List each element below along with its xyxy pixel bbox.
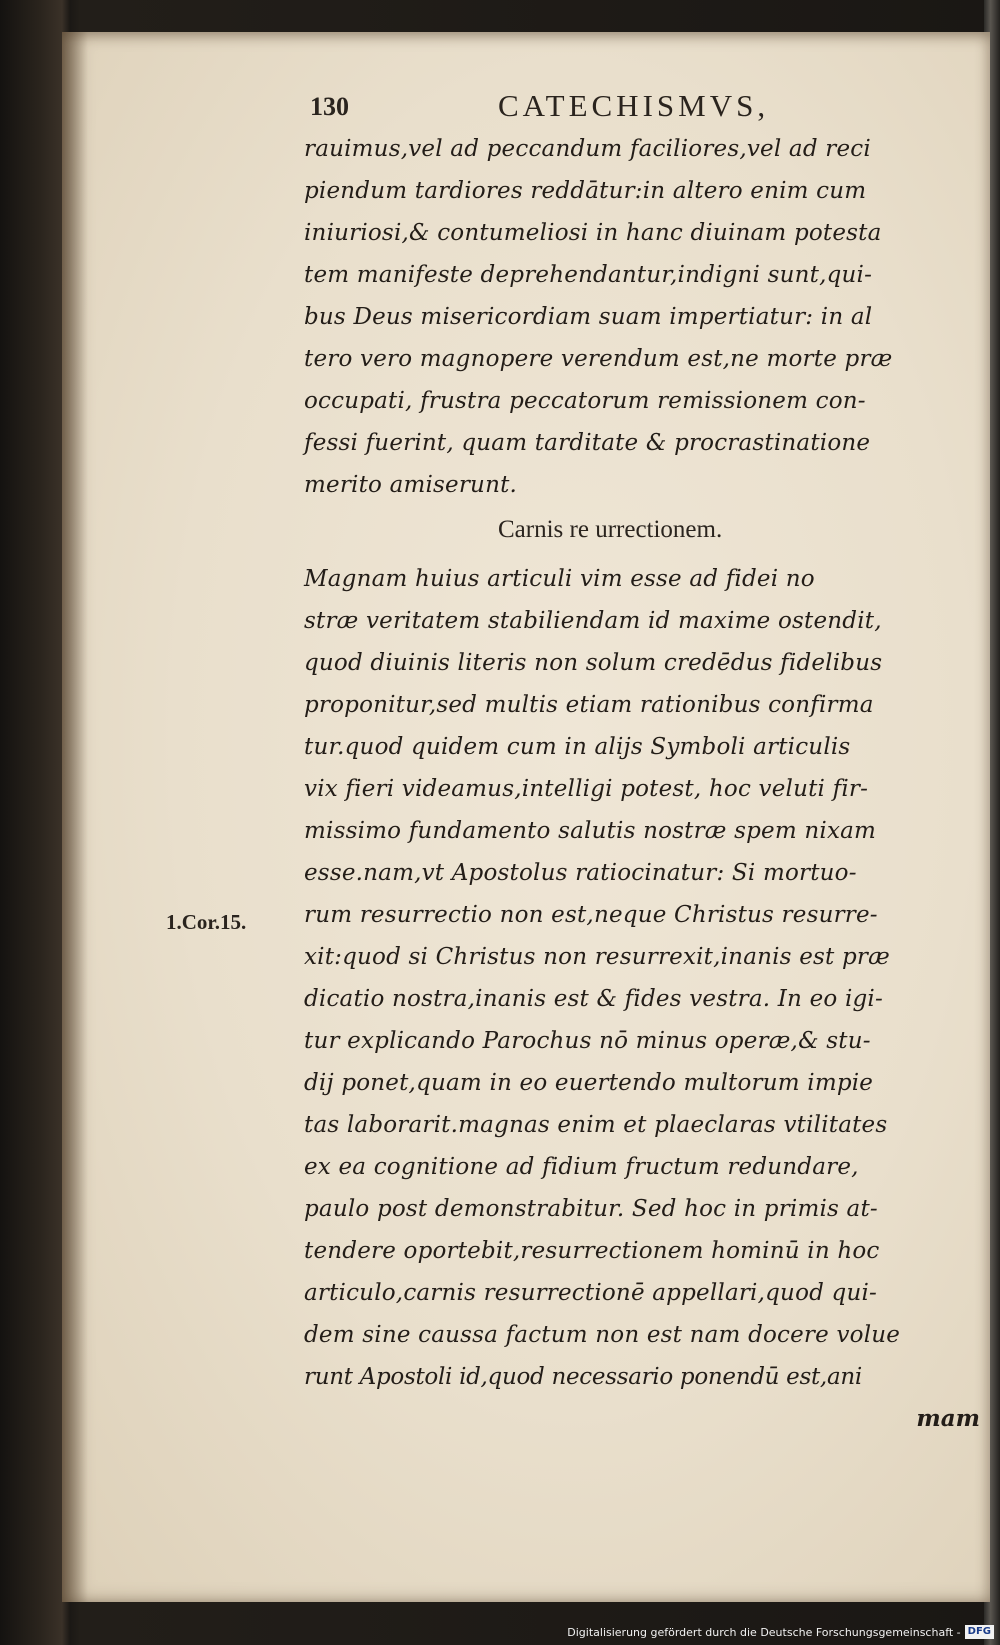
running-head	[310, 88, 870, 124]
text-line: articulo,carnis resurrectionē appellari,quod qui-	[304, 1280, 878, 1306]
text-line: dij ponet,quam in eo euertendo multorum impie	[304, 1070, 874, 1096]
text-line: tur.quod quidem cum in alijs Symboli articulis	[304, 734, 851, 760]
text-line: stræ veritatem stabiliendam id maxime ostendit,	[304, 608, 882, 634]
text-line: vix fieri videamus,intelligi potest, hoc veluti fir-	[304, 776, 869, 802]
text-line: rum resurrectio non est,neque Christus resurre-	[304, 902, 878, 928]
text-line: tem manifeste deprehendantur,indigni sunt,qui-	[304, 262, 873, 288]
running-title: CATECHISMVS,	[498, 88, 770, 123]
catchword: mam	[916, 1405, 980, 1432]
page-number: 130	[310, 92, 349, 121]
text-line: missimo fundamento salutis nostræ spem nixam	[304, 818, 877, 844]
text-line: dem sine caussa factum non est nam docere volue	[304, 1322, 901, 1348]
text-block	[304, 128, 990, 1440]
dfg-logo-icon: DFG	[965, 1625, 994, 1639]
text-line: tero vero magnopere verendum est,ne morte præ	[304, 346, 893, 372]
text-line: ex ea cognitione ad fidium fructum redundare,	[304, 1154, 859, 1180]
marginal-note: 1.Cor.15.	[166, 910, 247, 934]
book-page	[62, 32, 990, 1602]
section-heading: Carnis re urrectionem.	[498, 516, 723, 543]
text-line: iniuriosi,& contumeliosi in hanc diuinam potesta	[304, 220, 882, 246]
text-line: runt Apostoli id,quod necessario ponendū est,ani	[304, 1364, 862, 1390]
text-line: piendum tardiores reddātur:in altero enim cum	[304, 178, 867, 204]
text-line: merito amiserunt.	[304, 472, 518, 498]
spine-shadow	[62, 32, 88, 1602]
text-line: paulo post demonstrabitur. Sed hoc in primis at-	[304, 1196, 878, 1222]
digitization-footer	[567, 1623, 994, 1641]
text-line: fessi fuerint, quam tarditate & procrastinatione	[304, 430, 871, 456]
text-line: tas laborarit.magnas enim et plaeclaras vtilitates	[304, 1112, 888, 1138]
text-line: Magnam huius articuli vim esse ad fidei no	[304, 566, 815, 592]
text-line: rauimus,vel ad peccandum faciliores,vel ad reci	[304, 136, 871, 162]
text-line: xit:quod si Christus non resurrexit,inanis est præ	[304, 944, 890, 970]
footer-credit: Digitalisierung gefördert durch die Deutsche Forschungsgemeinschaft -	[567, 1625, 961, 1639]
text-line: bus Deus misericordiam suam impertiatur: in al	[304, 304, 873, 330]
text-line: tur explicando Parochus nō minus operæ,& stu-	[304, 1028, 871, 1054]
text-line: quod diuinis literis non solum credēdus fidelibus	[304, 650, 883, 676]
text-line: esse.nam,vt Apostolus ratiocinatur: Si mortuo-	[304, 860, 857, 886]
text-line: proponitur,sed multis etiam rationibus confirma	[304, 692, 874, 718]
text-line: tendere oportebit,resurrectionem hominū in hoc	[304, 1238, 880, 1264]
text-line: occupati, frustra peccatorum remissionem con-	[304, 388, 866, 414]
text-line: dicatio nostra,inanis est & fides vestra. In eo igi-	[304, 986, 883, 1012]
